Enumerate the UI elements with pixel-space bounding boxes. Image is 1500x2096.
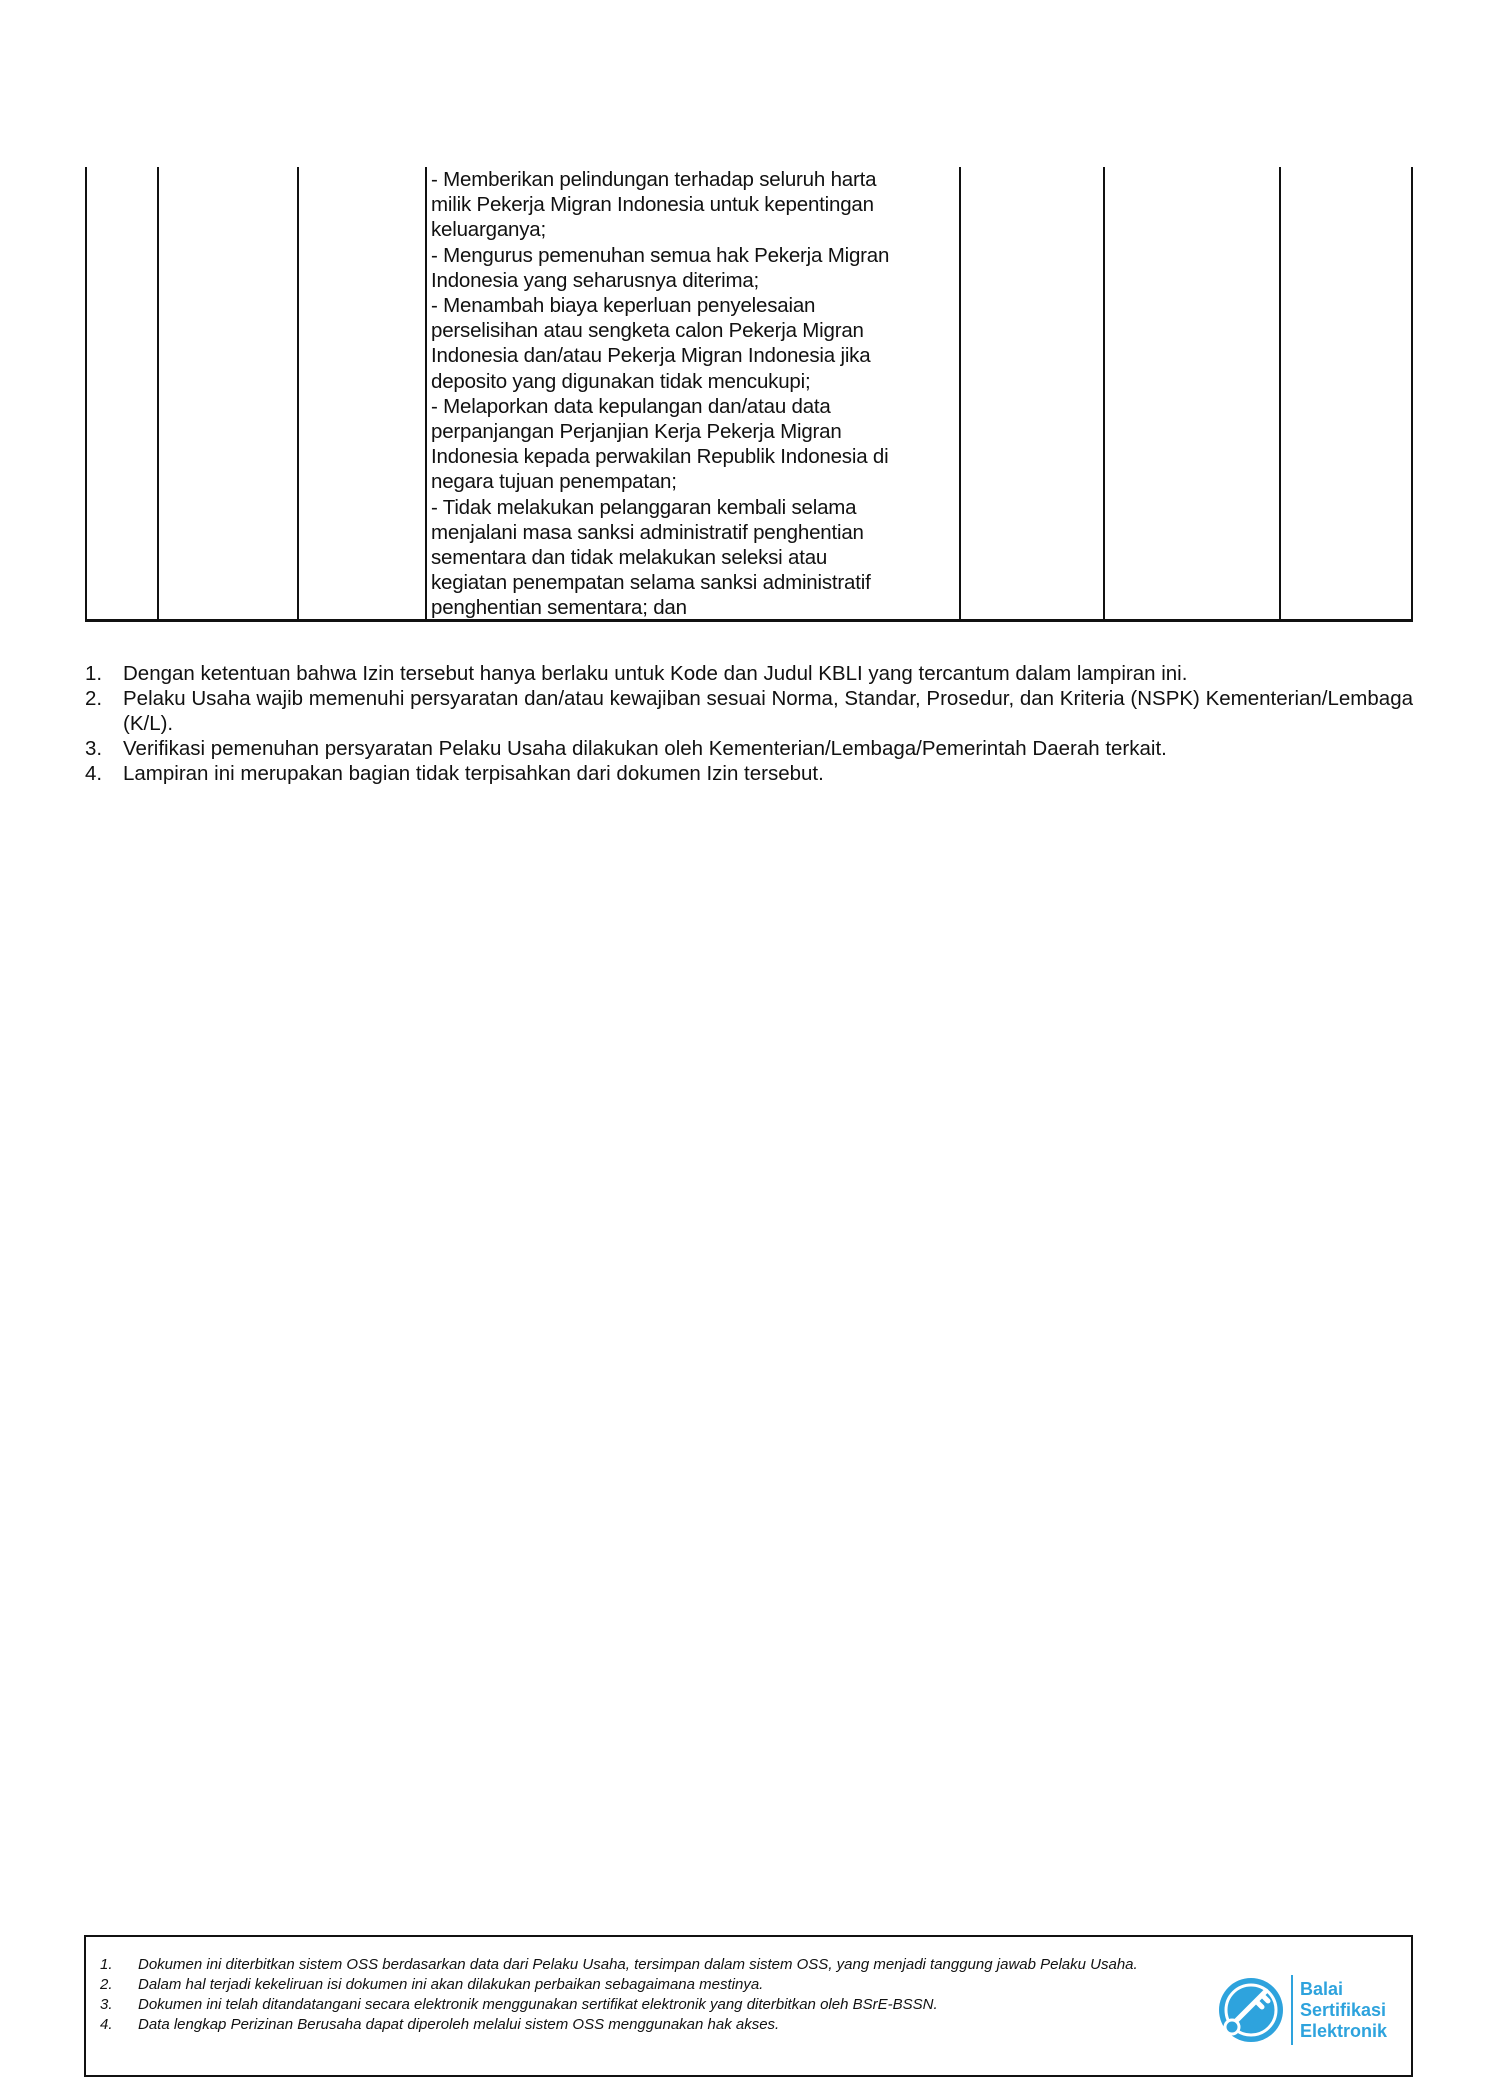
note-item xyxy=(100,1975,1220,1995)
note-text: Data lengkap Perizinan Berusaha dapat diperoleh melalui sistem OSS menggunakan hak akses. xyxy=(138,2016,780,2033)
logo-line: Balai xyxy=(1300,1979,1344,1999)
requirements-table xyxy=(85,167,1413,622)
note-text: Dengan ketentuan bahwa Izin tersebut hanya berlaku untuk Kode dan Judul KBLI yang tercantum dalam lampiran ini. xyxy=(123,662,1188,685)
cell-line: - Memberikan pelindungan terhadap seluruh harta xyxy=(431,168,877,191)
column-divider xyxy=(959,167,961,619)
cell-line: menjalani masa sanksi administratif penghentian xyxy=(431,520,864,544)
column-divider xyxy=(1279,167,1281,619)
column-divider xyxy=(425,167,427,619)
column-divider xyxy=(1103,167,1105,619)
table-border xyxy=(85,167,87,619)
obligations-cell xyxy=(431,167,956,621)
key-seal-icon xyxy=(1216,1975,1286,2045)
cell-line: penghentian sementara; dan xyxy=(431,596,687,620)
note-number: 4. xyxy=(85,762,103,785)
logo-divider xyxy=(1291,1975,1293,2045)
note-item xyxy=(100,2015,1220,2035)
column-divider xyxy=(157,167,159,619)
footer-box xyxy=(84,1935,1413,2077)
cell-line: keluarganya; xyxy=(431,218,546,242)
cell-line: milik Pekerja Migran Indonesia untuk kepentingan xyxy=(431,193,874,217)
cell-line: - Melaporkan data kepulangan dan/atau data xyxy=(431,394,831,418)
note-number: 3. xyxy=(100,1996,113,2013)
note-number: 3. xyxy=(85,737,103,760)
cell-line: negara tujuan penempatan; xyxy=(431,470,677,494)
logo-text xyxy=(1300,1979,1387,2042)
note-number: 1. xyxy=(85,662,103,685)
note-item xyxy=(85,661,1413,686)
note-text: Lampiran ini merupakan bagian tidak terpisahkan dari dokumen Izin tersebut. xyxy=(123,762,824,785)
bsre-logo xyxy=(1216,1975,1406,2047)
note-text: Verifikasi pemenuhan persyaratan Pelaku Usaha dilakukan oleh Kementerian/Lembaga/Pemerintah Daerah terkait. xyxy=(123,737,1167,760)
cell-line: - Menambah biaya keperluan penyelesaian xyxy=(431,294,816,318)
note-item xyxy=(85,736,1413,761)
logo-line: Sertifikasi xyxy=(1300,2000,1387,2020)
footer-notes xyxy=(100,1955,1220,2035)
note-text: Dalam hal terjadi kekeliruan isi dokumen ini akan dilakukan perbaikan sebagaimana mestinya. xyxy=(138,1976,764,1993)
note-item xyxy=(100,1995,1220,2015)
note-number: 2. xyxy=(85,687,103,710)
cell-line: Indonesia yang seharusnya diterima; xyxy=(431,268,760,292)
cell-line: perselisihan atau sengketa calon Pekerja Migran xyxy=(431,319,864,343)
cell-line: Indonesia kepada perwakilan Republik Indonesia di xyxy=(431,445,889,469)
note-text: Dokumen ini telah ditandatangani secara elektronik menggunakan sertifikat elektronik yang diterbitkan oleh BSrE-BSSN. xyxy=(138,1996,938,2013)
note-item xyxy=(100,1955,1220,1975)
cell-line: - Tidak melakukan pelanggaran kembali selama xyxy=(431,495,857,519)
cell-line: perpanjangan Perjanjian Kerja Pekerja Migran xyxy=(431,420,842,444)
note-item xyxy=(85,686,1413,736)
cell-line: deposito yang digunakan tidak mencukupi; xyxy=(431,369,811,393)
cell-line: sementara dan tidak melakukan seleksi atau xyxy=(431,546,828,570)
cell-line: Indonesia dan/atau Pekerja Migran Indonesia jika xyxy=(431,344,871,368)
table-border xyxy=(1411,167,1413,619)
note-text: Dokumen ini diterbitkan sistem OSS berdasarkan data dari Pelaku Usaha, tersimpan dalam sistem OSS, yang menjadi tanggung jawab Pelaku Usaha. xyxy=(138,1956,1138,1973)
note-number: 1. xyxy=(100,1956,113,1973)
logo-line: Elektronik xyxy=(1300,2021,1388,2041)
column-divider xyxy=(297,167,299,619)
notes-list xyxy=(85,661,1413,786)
note-text: Pelaku Usaha wajib memenuhi persyaratan dan/atau kewajiban sesuai Norma, Standar, Prosedur, dan Kriteria (NSPK) Kementerian/Lembaga (K/L). xyxy=(123,687,1413,735)
cell-line: kegiatan penempatan selama sanksi administratif xyxy=(431,571,871,595)
cell-line: - Mengurus pemenuhan semua hak Pekerja Migran xyxy=(431,243,890,267)
note-number: 4. xyxy=(100,2016,113,2033)
note-item xyxy=(85,761,1413,786)
note-number: 2. xyxy=(100,1976,113,1993)
